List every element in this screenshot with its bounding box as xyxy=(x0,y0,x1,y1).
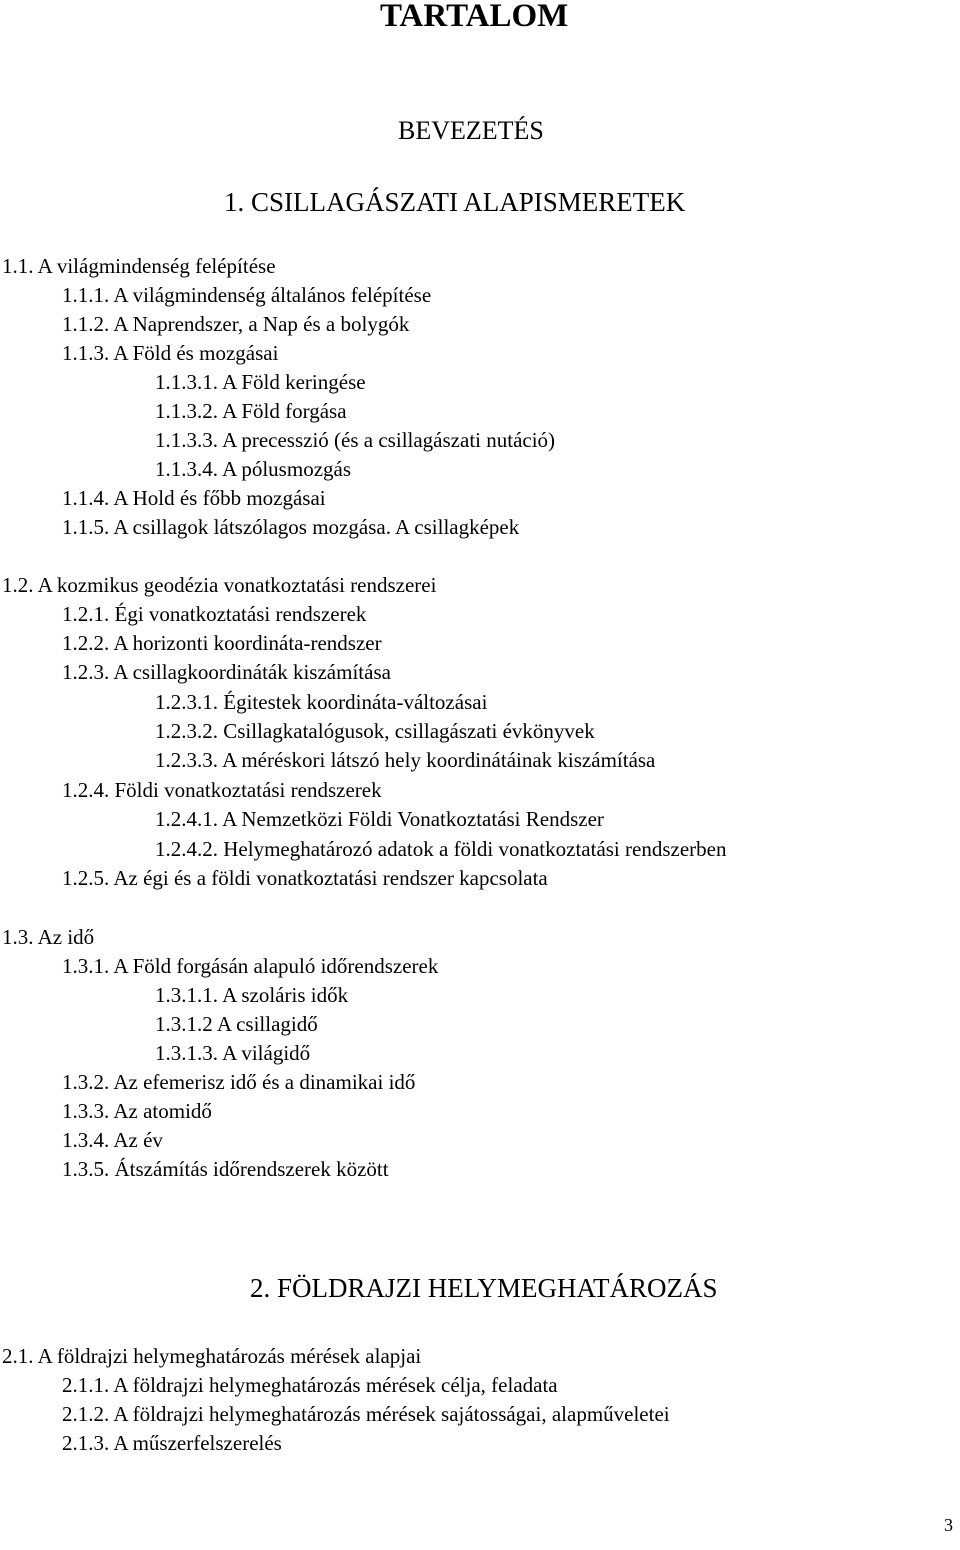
toc-entry: 1.1.1. A világmindenség általános felépítése xyxy=(62,283,432,307)
toc-entry: 1.3.1.2 A csillagidő xyxy=(155,1012,318,1036)
toc-entry: 1.3.4. Az év xyxy=(62,1128,163,1152)
toc-entry: 1.3.1.3. A világidő xyxy=(155,1041,311,1065)
toc-entry: 1.1.3.3. A precesszió (és a csillagászati nutáció) xyxy=(155,428,556,452)
toc-entry: 1.1.3.1. A Föld keringése xyxy=(155,370,366,394)
toc-entry: 1.2.4.1. A Nemzetközi Földi Vonatkoztatási Rendszer xyxy=(155,807,604,831)
toc-entry: 1.1.3.2. A Föld forgása xyxy=(155,399,347,423)
toc-entry: 1.1.3. A Föld és mozgásai xyxy=(62,341,279,365)
chapter-1-heading: 1. CSILLAGÁSZATI ALAPISMERETEK xyxy=(224,187,686,217)
toc-entry: 1.2.3.2. Csillagkatalógusok, csillagászati évkönyvek xyxy=(155,719,595,743)
toc-entry: 2.1.3. A műszerfelszerelés xyxy=(62,1431,282,1455)
toc-entry: 2.1.1. A földrajzi helymeghatározás mérések célja, feladata xyxy=(62,1373,558,1397)
toc-entry: 1.3.3. Az atomidő xyxy=(62,1099,212,1123)
toc-entry: 2.1.2. A földrajzi helymeghatározás mérések sajátosságai, alapműveletei xyxy=(62,1402,670,1426)
toc-entry: 1.2.3.1. Égitestek koordináta-változásai xyxy=(155,690,488,714)
toc-entry: 1.1.5. A csillagok látszólagos mozgása. A csillagképek xyxy=(62,515,520,539)
toc-entry: 1.2.4.2. Helymeghatározó adatok a földi vonatkoztatási rendszerben xyxy=(155,837,727,861)
toc-entry: 1.2.3.3. A méréskori látszó hely koordinátáinak kiszámítása xyxy=(155,748,656,772)
toc-entry: 1.2.3. A csillagkoordináták kiszámítása xyxy=(62,660,391,684)
toc-entry: 1.3.1. A Föld forgásán alapuló időrendszerek xyxy=(62,954,439,978)
toc-entry: 1.2.1. Égi vonatkoztatási rendszerek xyxy=(62,602,367,626)
toc-entry: 1.2.4. Földi vonatkoztatási rendszerek xyxy=(62,778,382,802)
page-number: 3 xyxy=(944,1515,953,1535)
intro-heading: BEVEZETÉS xyxy=(398,116,544,145)
toc-entry: 2.1. A földrajzi helymeghatározás mérések alapjai xyxy=(2,1344,422,1368)
chapter-2-heading: 2. FÖLDRAJZI HELYMEGHATÁROZÁS xyxy=(250,1273,718,1303)
toc-entry: 1.1.4. A Hold és főbb mozgásai xyxy=(62,486,326,510)
page-title: TARTALOM xyxy=(380,0,569,34)
toc-entry: 1.3.2. Az efemerisz idő és a dinamikai idő xyxy=(62,1070,416,1094)
toc-entry: 1.1.2. A Naprendszer, a Nap és a bolygók xyxy=(62,312,410,336)
toc-entry: 1.3.5. Átszámítás időrendszerek között xyxy=(62,1157,389,1181)
toc-entry: 1.1. A világmindenség felépítése xyxy=(2,254,276,278)
toc-entry: 1.2. A kozmikus geodézia vonatkoztatási rendszerei xyxy=(2,573,437,597)
toc-entry: 1.1.3.4. A pólusmozgás xyxy=(155,457,352,481)
toc-entry: 1.3. Az idő xyxy=(2,925,95,949)
toc-entry: 1.2.5. Az égi és a földi vonatkoztatási rendszer kapcsolata xyxy=(62,866,548,890)
toc-entry: 1.2.2. A horizonti koordináta-rendszer xyxy=(62,631,382,655)
toc-entry: 1.3.1.1. A szoláris idők xyxy=(155,983,349,1007)
